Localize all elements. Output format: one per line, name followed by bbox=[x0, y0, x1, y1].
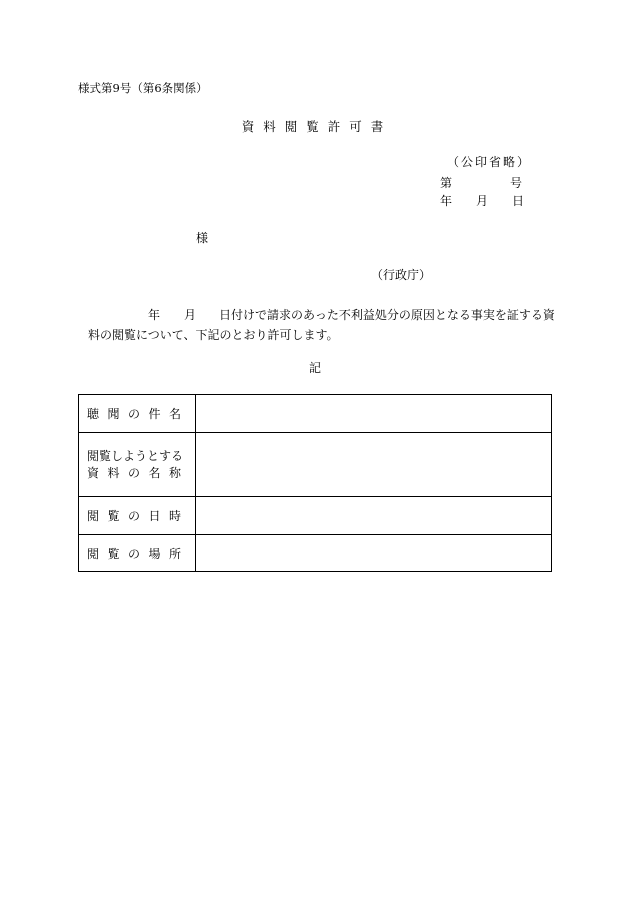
seal-omitted-note: （公印省略） bbox=[447, 155, 532, 169]
viewing-place-value[interactable] bbox=[196, 535, 552, 572]
row-label bbox=[79, 535, 196, 572]
body-line-2: 料の閲覧について、下記のとおり許可します。 bbox=[88, 328, 339, 342]
document-title: 資料閲覧許可書 bbox=[241, 119, 393, 134]
table-row bbox=[79, 395, 552, 433]
table-row bbox=[79, 433, 552, 497]
body-year-label: 年 bbox=[148, 308, 161, 322]
permission-body-text bbox=[88, 305, 555, 345]
row-label bbox=[79, 433, 196, 497]
addressee-suffix: 様 bbox=[196, 231, 209, 245]
body-line-1-text: 日付けで請求のあった不利益処分の原因となる事実を証する資 bbox=[219, 308, 555, 322]
record-table bbox=[78, 394, 552, 572]
body-month-label: 月 bbox=[184, 308, 197, 322]
number-suffix: 号 bbox=[509, 176, 522, 190]
hearing-subject-value[interactable] bbox=[196, 395, 552, 433]
viewing-datetime-label: 閲覧の日時 bbox=[87, 509, 190, 523]
viewing-datetime-value[interactable] bbox=[196, 497, 552, 535]
date-day-label: 日 bbox=[512, 194, 525, 208]
row-label bbox=[79, 395, 196, 433]
date-year-label: 年 bbox=[440, 194, 453, 208]
material-name-label-line2: 資料の名称 bbox=[87, 465, 190, 480]
number-prefix: 第 bbox=[440, 176, 453, 190]
date-month-label: 月 bbox=[476, 194, 489, 208]
viewing-place-label: 閲覧の場所 bbox=[87, 546, 190, 561]
material-name-label-line1: 閲覧しようとする bbox=[87, 448, 184, 463]
row-label bbox=[79, 497, 196, 535]
form-number: 様式第9号（第6条関係） bbox=[78, 81, 208, 95]
issuing-agency: （行政庁） bbox=[371, 268, 432, 282]
material-name-value[interactable] bbox=[196, 433, 552, 497]
hearing-subject-label: 聴聞の件名 bbox=[87, 407, 190, 421]
ki-heading: 記 bbox=[308, 361, 321, 375]
table-row bbox=[79, 497, 552, 535]
table-row bbox=[79, 535, 552, 572]
body-line-1 bbox=[88, 305, 555, 325]
